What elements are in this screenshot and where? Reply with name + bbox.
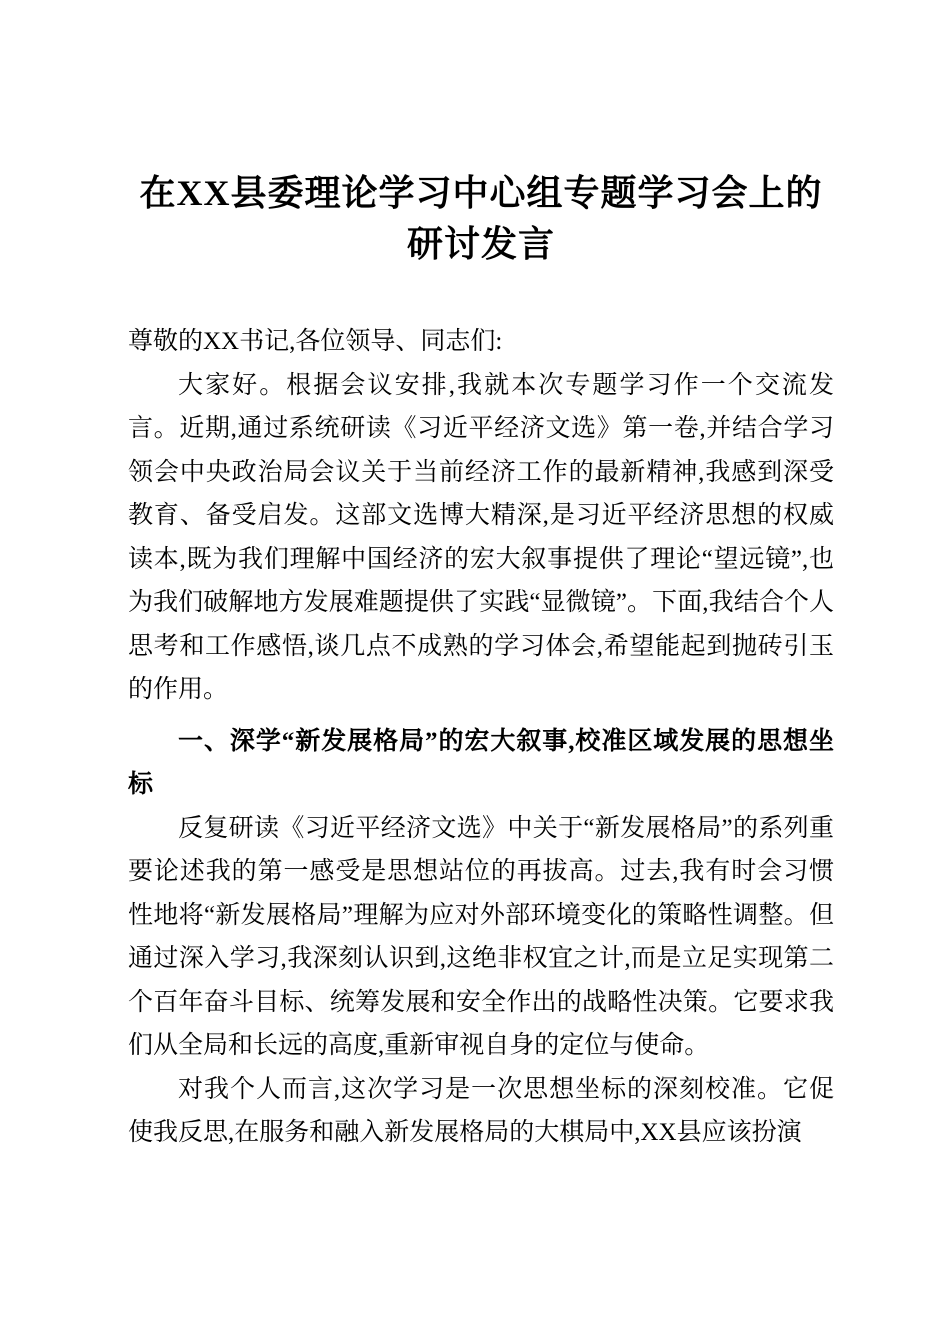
body-paragraph-2-clipped: 对我个人而言,这次学习是一次思想坐标的深刻校准。它促使我反思,在服务和融入新发展格局的大棋局中,XX县应该扮演	[128, 1075, 834, 1146]
body-paragraph-1: 反复研读《习近平经济文选》中关于“新发展格局”的系列重要论述我的第一感受是思想站位的再拔高。过去,我有时会习惯性地将“新发展格局”理解为应对外部环境变化的策略性调整。但通过深入学习,我深刻认识到,这绝非权宜之计,而是立足实现第二个百年奋斗目标、统筹发展和安全作出的战略性决策。它要求我们从全局和长远的高度,重新审视自身的定位与使命。	[128, 814, 834, 1059]
section-heading-1: 一、深学“新发展格局”的宏大叙事,校准区域发展的思想坐标	[128, 727, 834, 798]
opening-paragraph: 大家好。根据会议安排,我就本次专题学习作一个交流发言。近期,通过系统研读《习近平经济文选》第一卷,并结合学习领会中央政治局会议关于当前经济工作的最新精神,我感到深受教育、备受启发。这部文选博大精深,是习近平经济思想的权威读本,既为我们理解中国经济的宏大叙事提供了理论“望远镜”,也为我们破解地方发展难题提供了实践“显微镜”。下面,我结合个人思考和工作感悟,谈几点不成熟的学习体会,希望能起到抛砖引玉的作用。	[128, 371, 834, 703]
salutation-line: 尊敬的XX书记,各位领导、同志们:	[128, 328, 503, 355]
document-title: 在XX县委理论学习中心组专题学习会上的研讨发言	[139, 173, 823, 264]
